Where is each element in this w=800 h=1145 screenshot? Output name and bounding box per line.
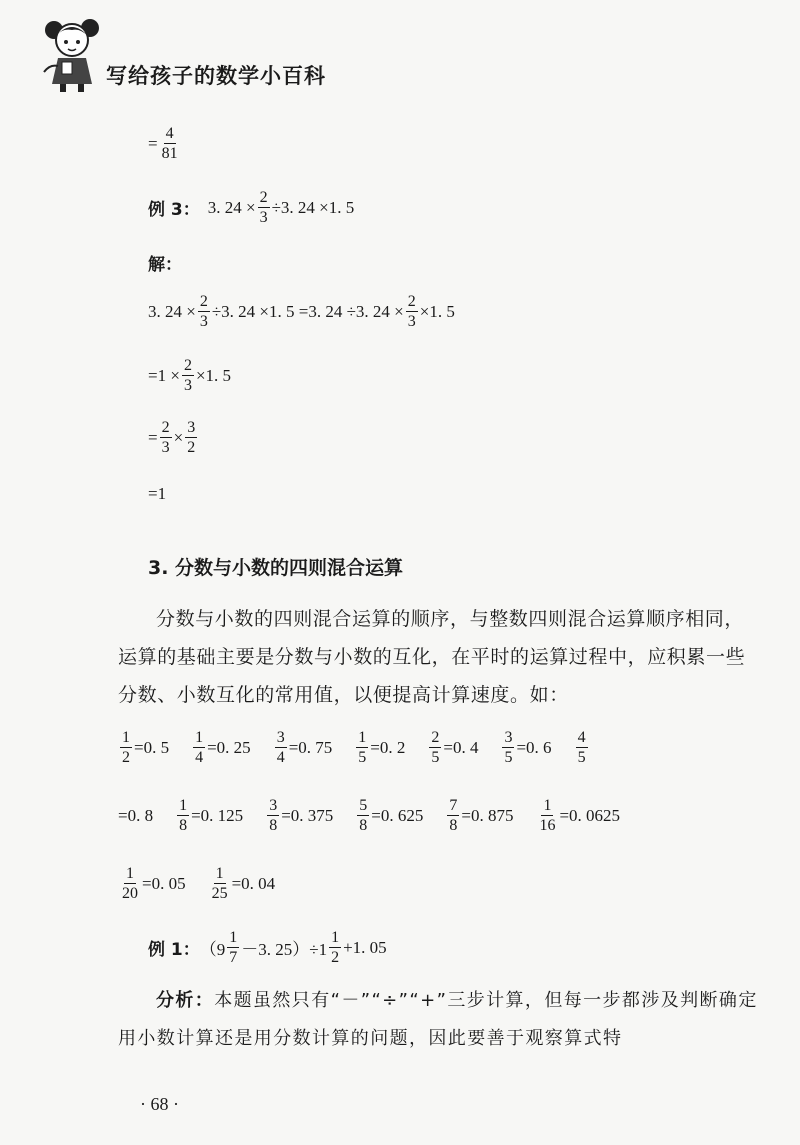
expression-part: +1. 05 [343,937,387,957]
denominator: 2 [122,749,130,766]
example-label: 例 3： [148,200,200,220]
denominator: 2 [187,439,196,456]
conversion-row-3 [118,864,275,903]
section-paragraph [118,600,758,714]
numerator: 2 [161,419,170,436]
expression-part: ÷3. 24 ×1. 5 [271,197,355,217]
denominator: 81 [161,145,178,162]
solution-label: 解： [148,255,182,275]
equals-sign: = [148,133,158,153]
denominator: 8 [359,817,368,834]
numerator: 3 [269,797,278,814]
fraction [329,928,341,967]
expression-part: 3. 24 × [148,301,196,321]
girl-mascot-icon [40,14,110,92]
decimal-value: =0. 2 [370,737,406,757]
numerator: 1 [122,729,130,746]
top-result [148,124,182,163]
conversion-row-1 [118,728,590,767]
times-sign: × [173,427,184,447]
conversion-item [118,864,186,903]
denominator: 8 [449,817,458,834]
expression-part: （9 [199,940,226,959]
numerator: 1 [229,929,238,946]
header [40,14,380,94]
fraction [258,188,270,227]
numerator: 7 [449,797,458,814]
fraction [182,356,194,395]
numerator: 2 [183,357,192,374]
conversion-item [355,796,423,835]
numerator: 1 [358,729,367,746]
numerator: 3 [187,419,196,436]
denominator: 3 [161,439,170,456]
analysis-label: 分析： [156,990,215,1011]
numerator: 4 [165,125,174,142]
numerator: 4 [577,729,586,746]
fraction [406,292,418,331]
paragraph-text: 分数与小数的四则混合运算的顺序，与整数四则混合运算顺序相同，运算的基础主要是分数与小数的互化，在平时的运算过程中，应积累一些分数、小数互化的常用值，以便提高计算速度。如： [118,608,746,706]
denominator: 5 [504,749,513,766]
denominator: 5 [577,749,586,766]
conversion-item [535,796,620,835]
decimal-value: =0. 375 [281,805,334,825]
numerator: 5 [359,797,368,814]
denominator: 3 [259,209,268,226]
numerator: 1 [543,797,552,814]
denominator: 20 [122,885,138,902]
denominator: 4 [195,749,204,766]
conversion-item [273,728,333,767]
numerator: 2 [199,293,208,310]
numerator: 2 [407,293,416,310]
decimal-value: =0. 05 [142,873,186,893]
fraction [185,418,197,457]
denominator: 16 [539,817,556,834]
numerator: 3 [504,729,513,746]
fraction [160,418,172,457]
denominator: 8 [269,817,278,834]
conversion-item [175,796,243,835]
book-title: 写给孩子的数学小百科 [106,64,326,88]
conversion-item [354,728,405,767]
conversion-item [427,728,478,767]
decimal-value: =0. 4 [443,737,479,757]
expression-part: ×1. 5 [195,365,232,385]
solution-step-2 [148,356,231,395]
denominator: 3 [407,313,416,330]
denominator: 3 [183,377,192,394]
denominator: 8 [179,817,188,834]
analysis-text: 本题虽然只有“－”“÷”“+”三步计算，但每一步都涉及判断确定用小数计算还是用分数计算的问题，因此要善于观察算式特 [118,990,758,1049]
numerator: 1 [215,865,224,882]
example-1 [148,928,387,967]
expression-part: －3. 25）÷1 [241,940,328,959]
example-label: 例 1： [148,940,200,960]
decimal-value: =0. 75 [288,737,333,757]
solution-step-1 [148,292,455,331]
denominator: 5 [358,749,367,766]
decimal-value: =0. 625 [371,805,424,825]
denominator: 25 [211,885,228,902]
page-number: · 68 · [140,1094,179,1114]
conversion-item [445,796,513,835]
numerator: 2 [431,729,440,746]
expression-part: ÷3. 24 ×1. 5 =3. 24 ÷3. 24 × [211,301,404,321]
denominator: 3 [199,313,208,330]
expression-part: ×1. 5 [419,301,455,321]
denominator: 2 [331,949,340,966]
example-3 [148,188,354,227]
decimal-value: =0. 875 [461,805,514,825]
conversion-item [265,796,333,835]
decimal-value: =0. 04 [231,873,276,893]
denominator: 5 [431,749,440,766]
denominator: 4 [276,749,285,766]
fraction [576,728,588,767]
conversion-item [191,728,251,767]
numerator: 1 [126,865,134,882]
conversion-item [208,864,276,903]
fraction [227,928,239,967]
conversion-item [118,728,169,767]
decimal-value: =0. 25 [207,737,251,757]
conversion-item [500,728,551,767]
decimal-value: =0. 0625 [559,805,621,825]
numerator: 3 [276,729,285,746]
decimal-value: =0. 5 [134,737,170,757]
fraction [160,124,180,163]
numerator: 2 [259,189,268,206]
equals-sign: = [148,427,158,447]
numerator: 1 [331,929,340,946]
denominator: 7 [229,949,238,966]
expression-part: =1 × [148,365,180,385]
decimal-value: =0. 6 [516,737,552,757]
decimal-value: =0. 125 [191,805,244,825]
section-title: 3. 分数与小数的四则混合运算 [148,557,404,579]
decimal-value: =0. 8 [118,805,154,825]
solution-step-4: =1 [148,484,167,503]
numerator: 1 [179,797,188,814]
analysis [118,982,758,1058]
conversion-row-2 [118,796,620,835]
numerator: 1 [195,729,204,746]
expression-part: 3. 24 × [207,197,256,217]
fraction [198,292,210,331]
solution-step-3 [148,418,199,457]
